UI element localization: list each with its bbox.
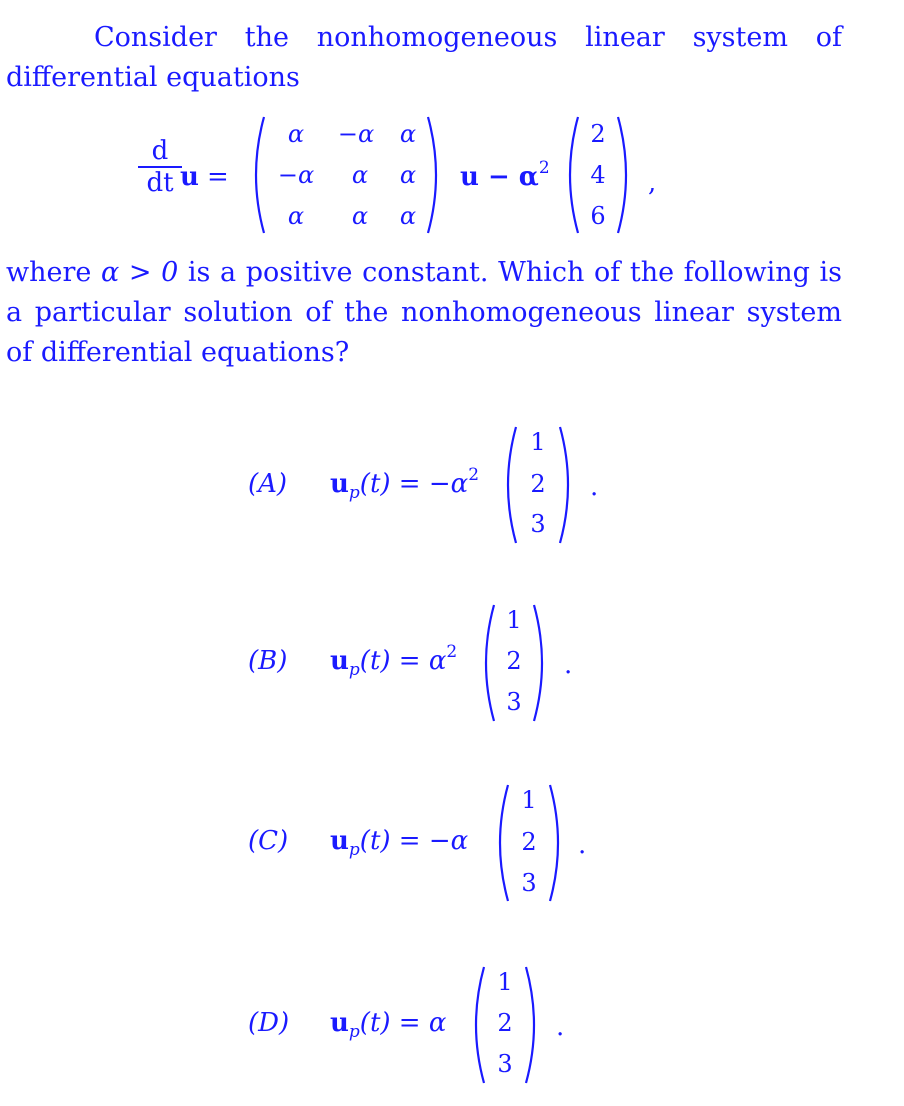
matrix-cell: α <box>399 202 417 230</box>
intro-paragraph: Consider the nonhomogeneous linear system of differential equations <box>6 22 842 93</box>
option-label: (B) <box>248 646 288 676</box>
option-equation <box>330 1008 447 1042</box>
option-lhs: u <box>330 646 349 676</box>
option-lhs: u <box>330 469 349 499</box>
option-sub: p <box>348 483 360 503</box>
option-vector-entry: 3 <box>506 688 522 716</box>
matrix-cell: α <box>351 161 369 189</box>
option-vector-entry: 3 <box>530 510 546 538</box>
option-vector-entry: 2 <box>497 1009 513 1037</box>
matrix-cell: −α <box>337 120 375 148</box>
vector-entry: 2 <box>590 120 606 148</box>
option-lhs: u <box>330 826 349 856</box>
option-vector-entry: 2 <box>530 470 546 498</box>
option-label: (C) <box>248 826 289 856</box>
option-right-paren <box>556 425 578 545</box>
option-vector-entry: 1 <box>530 428 546 456</box>
option-equation <box>330 826 469 860</box>
option-sub: p <box>348 840 360 860</box>
matrix-left-paren <box>246 115 268 235</box>
middle-term <box>460 158 550 192</box>
option-label: (D) <box>248 1008 290 1038</box>
question-pre: where <box>6 257 101 288</box>
derivative-denominator: dt <box>146 168 174 198</box>
option-vector-entry: 3 <box>497 1050 513 1078</box>
option-sub: p <box>348 1022 360 1042</box>
option-args: (t) = −α <box>359 469 469 499</box>
option-lhs: u <box>330 1008 349 1038</box>
option-vector-entry: 3 <box>521 869 537 897</box>
option-period: . <box>578 830 587 860</box>
option-vector-entry: 1 <box>521 786 537 814</box>
option-vector-entry: 2 <box>521 828 537 856</box>
question-condition: α > 0 <box>100 257 179 288</box>
option-vector-entry: 1 <box>506 606 522 634</box>
equals-sign: = <box>207 162 229 192</box>
matrix-cell: α <box>287 120 305 148</box>
option-equation <box>330 465 480 503</box>
matrix-cell: α <box>399 161 417 189</box>
option-right-paren <box>546 783 568 903</box>
option-left-paren <box>498 425 520 545</box>
matrix-cell: −α <box>277 161 315 189</box>
mid-text: u − α <box>460 162 539 192</box>
lhs-vector-u: u <box>180 162 199 192</box>
option-args: (t) = −α <box>359 826 469 856</box>
question-post: is a positive constant. Which of the following is a particular solution of the nonhomogeneous linear system of differential equations? <box>6 257 842 368</box>
option-exponent: 2 <box>446 642 458 662</box>
option-label: (A) <box>248 469 288 499</box>
option-vector-entry: 1 <box>497 968 513 996</box>
question-paragraph <box>6 253 842 373</box>
option-exponent: 2 <box>468 465 480 485</box>
equation-trailing-comma: , <box>648 168 657 198</box>
option-args: (t) = α <box>359 1008 447 1038</box>
option-vector-entry: 2 <box>506 647 522 675</box>
option-period: . <box>590 472 599 502</box>
matrix-cell: α <box>399 120 417 148</box>
matrix-cell: α <box>287 202 305 230</box>
derivative-numerator: d <box>151 136 169 166</box>
option-right-paren <box>522 965 544 1085</box>
matrix-cell: α <box>351 202 369 230</box>
option-period: . <box>556 1012 565 1042</box>
vector-entry: 4 <box>590 161 606 189</box>
derivative-operator <box>138 136 182 198</box>
vector-entry: 6 <box>590 202 606 230</box>
option-period: . <box>564 650 573 680</box>
option-equation <box>330 642 458 680</box>
option-args: (t) = α <box>359 646 447 676</box>
mid-exponent: 2 <box>538 158 550 178</box>
option-sub: p <box>348 660 360 680</box>
